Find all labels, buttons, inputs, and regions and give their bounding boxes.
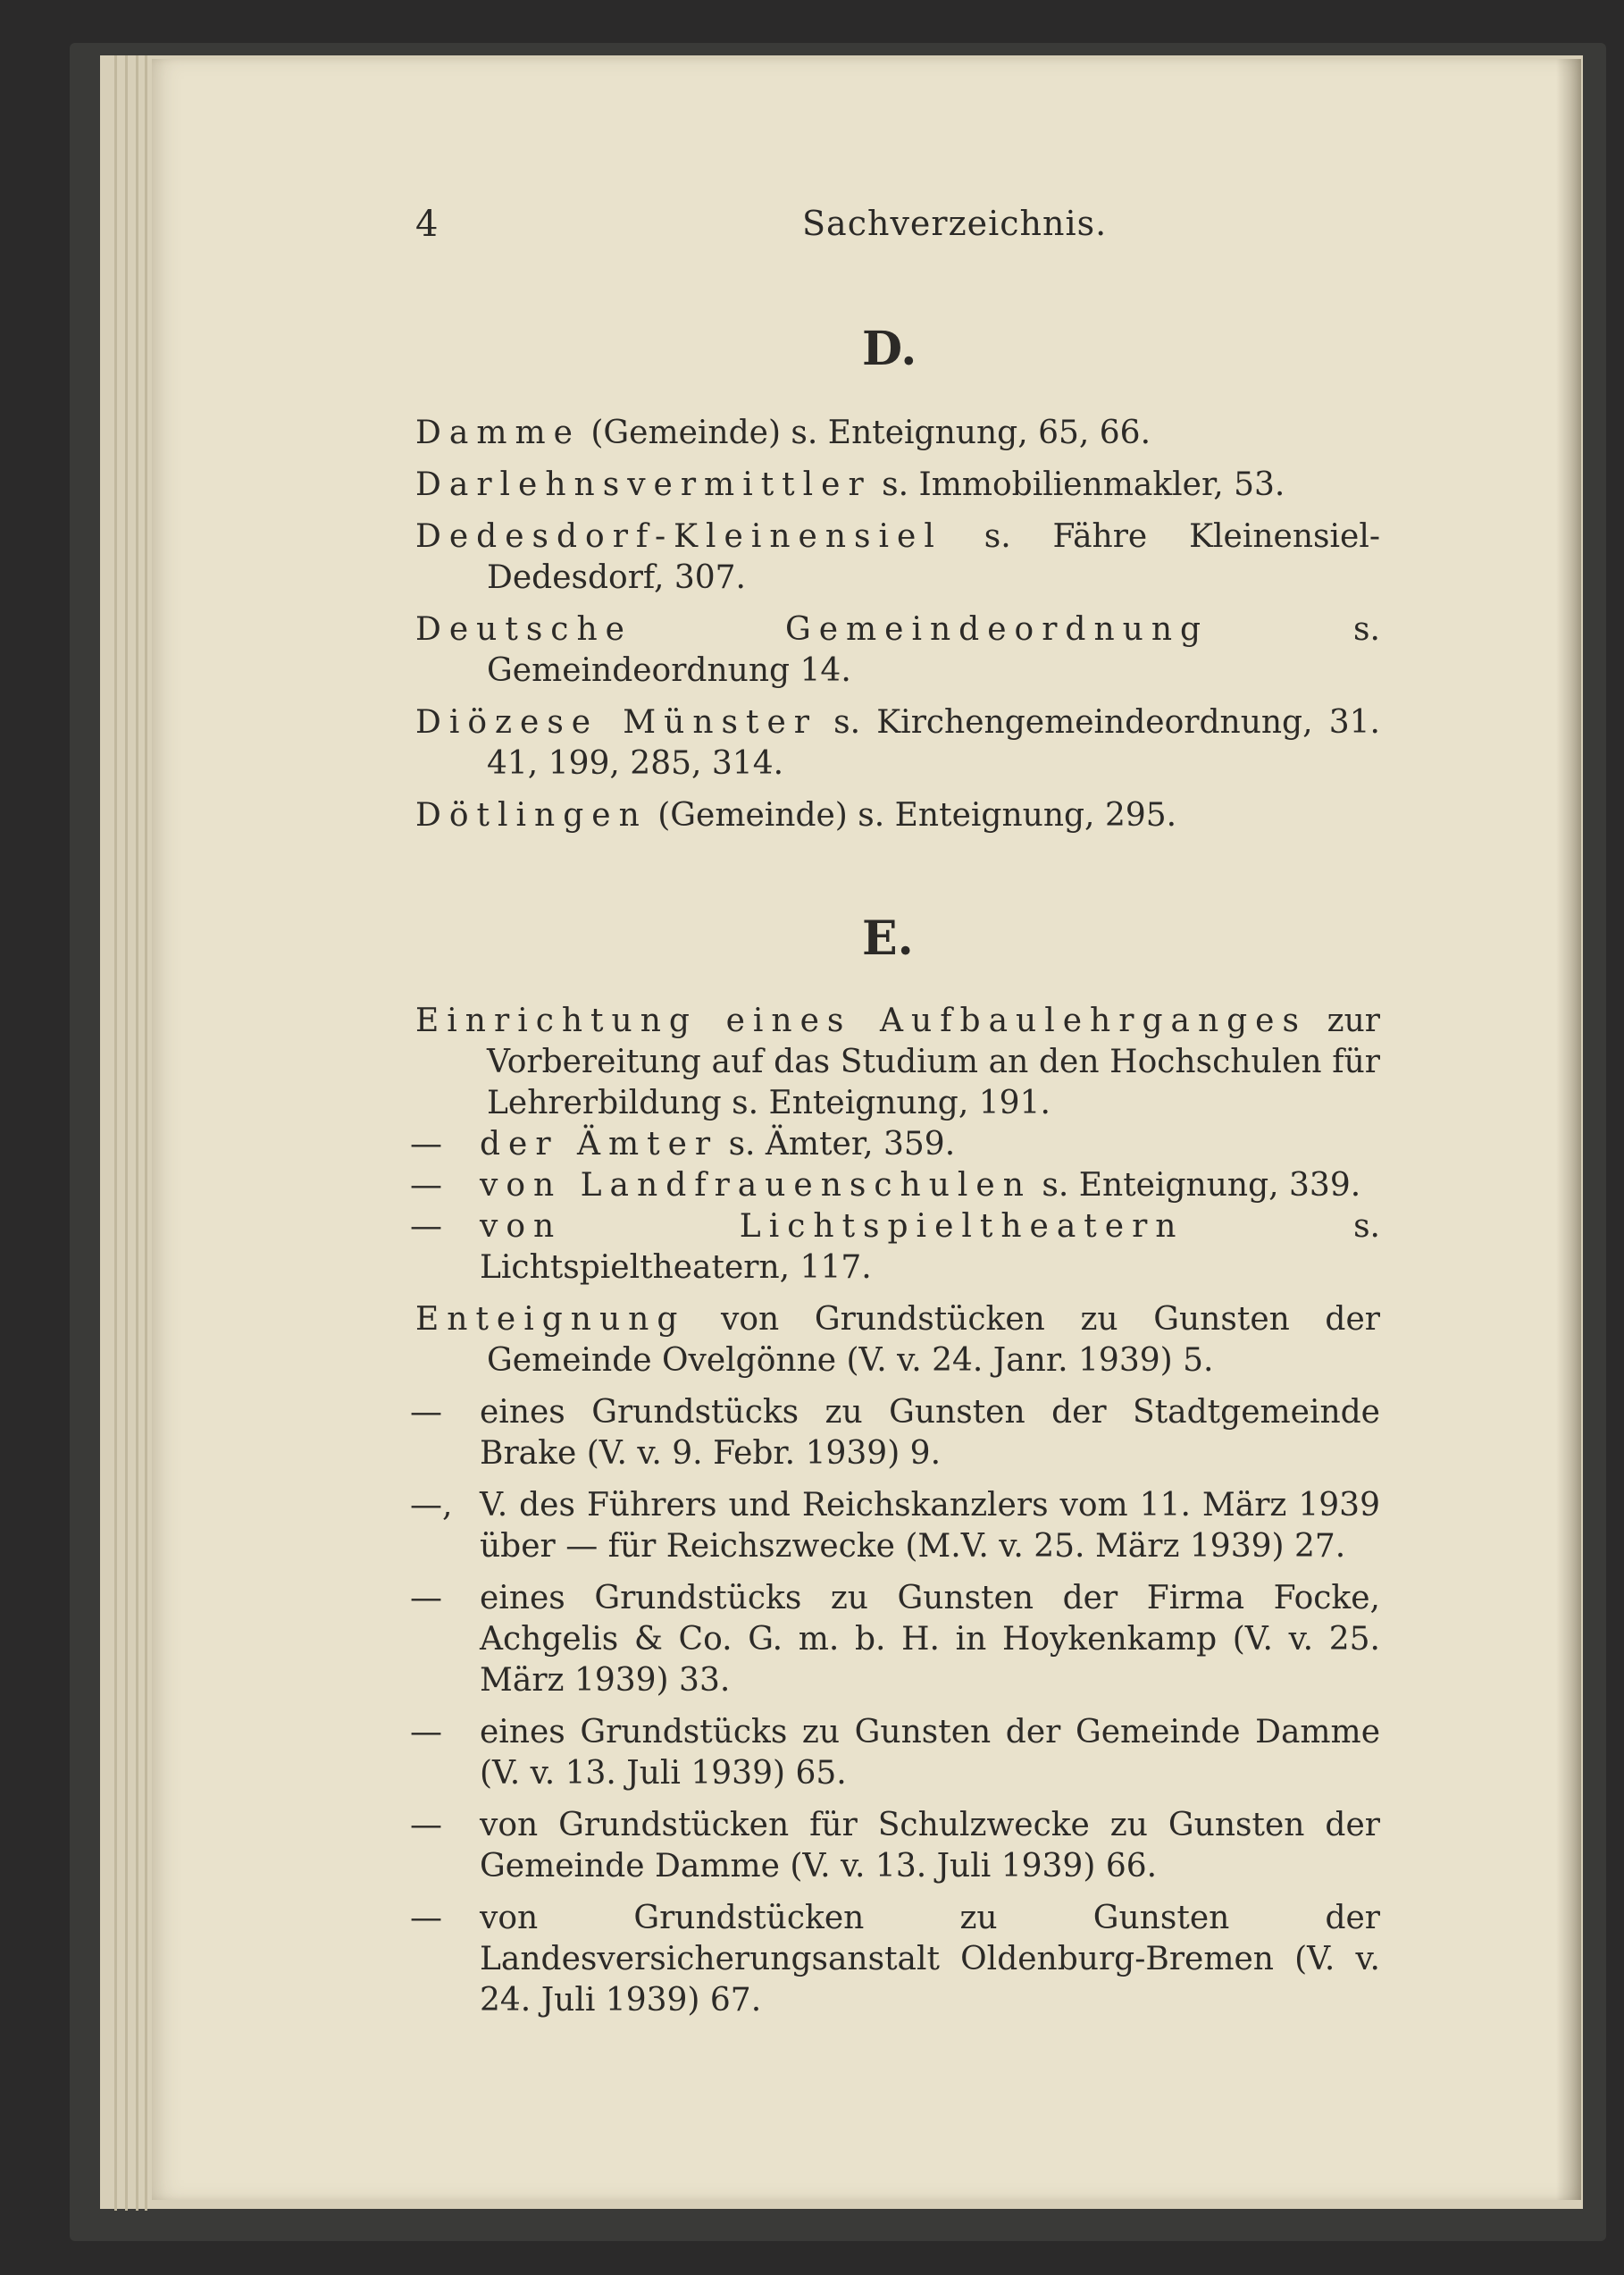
page-gutter-shadow: [1556, 59, 1581, 2200]
sub-entry: [410, 1712, 1380, 1794]
page-edge-line: [114, 55, 117, 2211]
sub-entry-dash: —: [410, 1807, 442, 1843]
index-entry: [410, 1001, 1380, 1289]
entry-text: von Grundstücken zu Gunsten der Gemeinde Ovelgönne (V. v. 24. Janr. 1939) 5.: [487, 1301, 1380, 1379]
index-entry: [410, 1805, 1380, 1887]
sub-entry-dash: —: [410, 1126, 442, 1163]
entry-text: zur Vorbereitung auf das Studium an den Hochschulen für Lehrerbildung s. Enteignung, 191.: [487, 1003, 1380, 1121]
entry-keyword: von Landfrauenschulen: [480, 1167, 1032, 1204]
index-entry: [415, 465, 1380, 506]
sub-entry: [410, 1898, 1380, 2021]
entry-text: (Gemeinde) s. Enteignung, 295.: [647, 797, 1177, 834]
sub-entry: [410, 1124, 1380, 1165]
section-letter-d: D.: [862, 322, 917, 376]
sub-entry-dash: —: [410, 1167, 442, 1204]
index-entry: [415, 516, 1380, 599]
entry-text: eines Grundstücks zu Gunsten der Stadtgemeinde Brake (V. v. 9. Febr. 1939) 9.: [480, 1394, 1380, 1472]
entry-text: V. des Führers und Reichskanzlers vom 11. März 1939 über — für Reichszwecke (M.V. v. 25. März 1939) 27.: [480, 1487, 1380, 1565]
sub-entry-dash: —: [410, 1714, 442, 1750]
index-entry: [415, 1299, 1380, 1381]
index-entry: [415, 702, 1380, 785]
entry-text: s. Lichtspieltheatern, 117.: [480, 1208, 1380, 1286]
entry-text: s. Enteignung, 339.: [1031, 1167, 1361, 1204]
entry-keyword: Deutsche Gemeindeordnung: [415, 611, 1210, 648]
page-edge-line: [136, 55, 138, 2211]
entry-text: s. Gemeindeordnung 14.: [487, 611, 1380, 689]
entry-keyword: Enteignung: [415, 1301, 686, 1338]
index-entry: [410, 1485, 1380, 1567]
index-entry: [410, 1392, 1380, 1474]
entry-keyword: Diözese Münster: [415, 704, 817, 741]
entry-text: von Grundstücken für Schulzwecke zu Gunsten der Gemeinde Damme (V. v. 13. Juli 1939) 66.: [480, 1807, 1380, 1885]
entry-keyword: von Lichtspieltheatern: [480, 1208, 1185, 1245]
entry-text: s. Ämter, 359.: [718, 1126, 956, 1163]
sub-entry: [410, 1392, 1380, 1474]
index-entry: [410, 1578, 1380, 1701]
index-entry: [410, 1712, 1380, 1794]
index-entry: [415, 609, 1380, 692]
entry-text: eines Grundstücks zu Gunsten der Gemeinde Damme (V. v. 13. Juli 1939) 65.: [480, 1714, 1380, 1792]
page-edge-line: [145, 55, 147, 2211]
sub-entry: [410, 1206, 1380, 1289]
sub-entry: [410, 1805, 1380, 1887]
entry-text: s. Fähre Kleinensiel-Dedesdorf, 307.: [487, 518, 1380, 596]
entry-keyword: Darlehnsvermittler: [415, 466, 872, 503]
sub-entry-dash: —: [410, 1394, 442, 1431]
entry-keyword: Einrichtung eines Aufbaulehrganges: [415, 1003, 1307, 1039]
page-edge-line: [125, 55, 128, 2211]
entry-keyword: Damme: [415, 415, 581, 451]
index-entry: [415, 413, 1380, 454]
entry-text: s. Kirchengemeindeordnung, 31. 41, 199, 285, 314.: [487, 704, 1380, 782]
sub-entry-dash: —,: [410, 1487, 453, 1524]
index-entry: [415, 795, 1380, 836]
entry-text: von Grundstücken zu Gunsten der Landesversicherungsanstalt Oldenburg-Bremen (V. v. 24. Juli 1939) 67.: [480, 1900, 1380, 2019]
entry-keyword: der Ämter: [480, 1126, 719, 1163]
section-d-entries: [415, 413, 1380, 847]
section-e-entries: [410, 1001, 1380, 2032]
sub-entry-dash: —: [410, 1208, 442, 1245]
sub-entry: [410, 1165, 1380, 1206]
entry-text: (Gemeinde) s. Enteignung, 65, 66.: [580, 415, 1151, 451]
entry-text: eines Grundstücks zu Gunsten der Firma Focke, Achgelis & Co. G. m. b. H. in Hoykenkamp (V. v. 25. März 1939) 33.: [480, 1580, 1380, 1699]
running-title: Sachverzeichnis.: [802, 204, 1108, 243]
section-letter-e: E.: [862, 911, 914, 966]
sub-entry: [410, 1485, 1380, 1567]
index-entry: [410, 1898, 1380, 2021]
entry-keyword: Dötlingen: [415, 797, 648, 834]
sub-entry-dash: —: [410, 1580, 442, 1616]
sub-entry-dash: —: [410, 1900, 442, 1936]
sub-entry: [410, 1578, 1380, 1701]
page-number: 4: [415, 204, 439, 245]
entry-text: s. Immobilienmakler, 53.: [871, 466, 1285, 503]
entry-keyword: Dedesdorf-Kleinensiel: [415, 518, 942, 555]
